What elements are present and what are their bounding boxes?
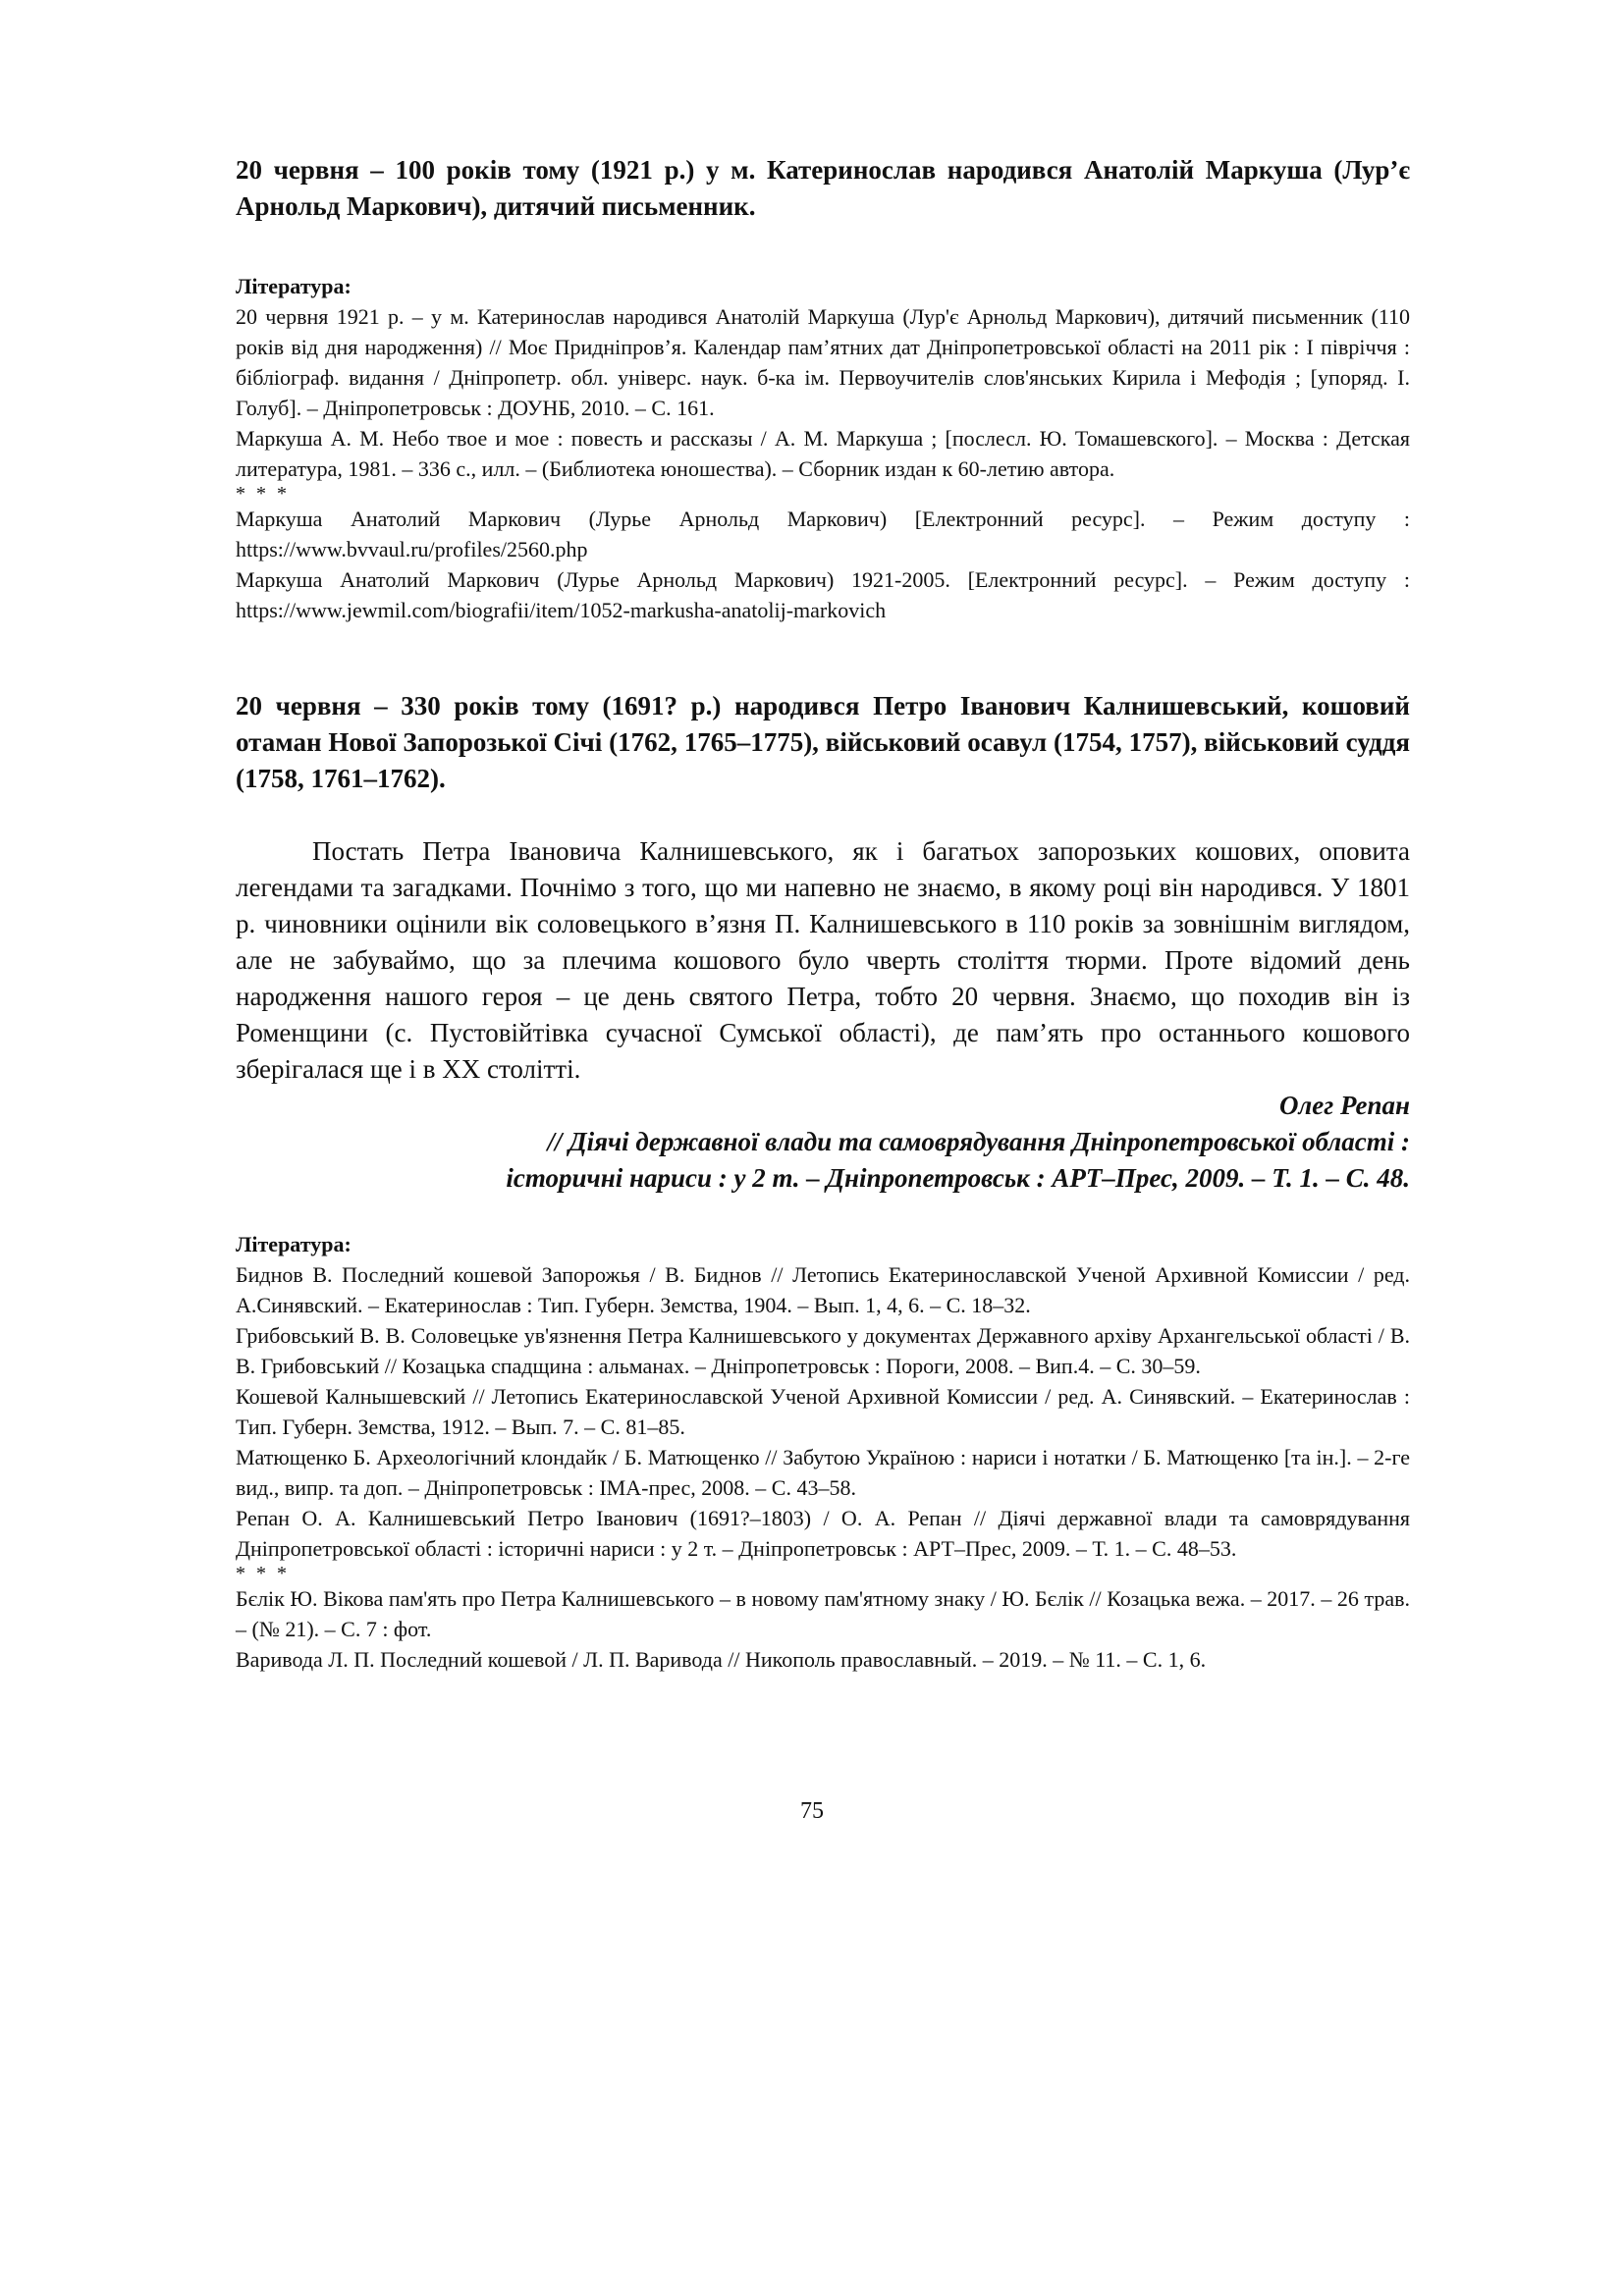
reference-item: 20 червня 1921 р. – у м. Катеринослав народився Анатолій Маркуша (Лур'є Арнольд Маркович), дитячий письменник (110 років від дня народження) // Моє Придніпров’я. Календар пам’ятних дат Дніпропетровської області на 2011 рік : І півріччя : бібліограф. видання / Дніпропетр. обл. універс. наук. б-ка ім. Первоучителів слов'янських Кирила і Мефодія ; [упоряд. І. Голуб]. – Дніпропетровськ : ДОУНБ, 2010. – С. 161. [236,304,1410,420]
reference-item: Маркуша А. М. Небо твое и мое : повесть и рассказы / А. М. Маркуша ; [послесл. Ю. Томашевского]. – Москва : Детская литература, 1981. – 336 с., илл. – (Библиотека юношества). – Сборник издан к 60-летию автора. [236,426,1410,481]
quote-source-line: // Діячі державної влади та самоврядування Дніпропетровської області : [547,1127,1410,1156]
quote-source-line: історичні нариси : у 2 т. – Дніпропетровськ : АРТ–Прес, 2009. – Т. 1. – С. 48. [506,1163,1410,1193]
quote-author: Олег Репан [1278,1091,1410,1120]
separator-stars: * * * [236,1563,290,1584]
page-number: 75 [800,1798,824,1824]
body-paragraph: Постать Петра Івановича Калнишевського, як і багатьох запорозьких кошових, оповита легендами та загадками. Почнімо з того, що ми напевно не знаємо, в якому році він народився. У 1801 р. чиновники оцінили вік соловецького в’язня П. Калнишевського в 110 років за зовнішнім виглядом, але не забуваймо, що за плечима кошового було чверть століття тюрми. Проте відомий день народження нашого героя – це день святого Петра, тобто 20 червня. Знаємо, що походив він із Роменщини (с. Пустовійтівка сучасної Сумської області), де пам’ять про останнього кошового зберігалася ще і в ХХ столітті. [236,836,1410,1084]
reference-item: Репан О. А. Калнишевський Петро Іванович (1691?–1803) / О. А. Репан // Діячі державної влади та самоврядування Дніпропетровської області : історичні нариси : у 2 т. – Дніпропетровськ : АРТ–Прес, 2009. – Т. 1. – С. 48–53. [236,1506,1410,1561]
reference-press-item: Бєлік Ю. Вікова пам'ять про Петра Калнишевського – в новому пам'ятному знаку / Ю. Бєлік // Козацька вежа. – 2017. – 26 трав. – (№ 21). – С. 7 : фот. [236,1586,1410,1641]
reference-item: Биднов В. Последний кошевой Запорожья / В. Биднов // Летопись Екатеринославской Ученой Архивной Комиссии / ред. А.Синявский. – Екатеринослав : Тип. Губерн. Земства, 1904. – Вып. 1, 4, 6. – С. 18–32. [236,1262,1410,1317]
entry-title-kalnyshevsky: 20 червня – 330 років тому (1691? р.) народився Петро Іванович Калнишевський, кошовий отаман Нової Запорозької Січі (1762, 1765–1775), військовий осавул (1754, 1757), військовий суддя (1758, 1761–1762). [236,691,1410,793]
separator-stars: * * * [236,483,290,505]
entry-title-markusha: 20 червня – 100 років тому (1921 р.) у м. Катеринослав народився Анатолій Маркуша (Лур’є Арнольд Маркович), дитячий письменник. [236,155,1410,221]
reference-link-item: Маркуша Анатолий Маркович (Лурье Арнольд Маркович) 1921-2005. [Електронний ресурс]. – Режим доступу : https://www.jewmil.com/biografii/item/1052-markusha-anatolij-markovich [236,567,1410,622]
reference-item: Грибовський В. В. Соловецьке ув'язнення Петра Калнишевського у документах Державного архіву Архангельської області / В. В. Грибовський // Козацька спадщина : альманах. – Дніпропетровськ : Пороги, 2008. – Вип.4. – С. 30–59. [236,1323,1410,1378]
reference-item: Матющенко Б. Археологічний клондайк / Б. Матющенко // Забутою Україною : нариси і нотатки / Б. Матющенко [та ін.]. – 2-ге вид., випр. та доп. – Дніпропетровськ : ІМА-прес, 2008. – С. 43–58. [236,1445,1410,1500]
reference-link-item: Маркуша Анатолий Маркович (Лурье Арнольд Маркович) [Електронний ресурс]. – Режим доступу : https://www.bvvaul.ru/profiles/2560.php [236,507,1410,561]
reference-press-item: Варивода Л. П. Последний кошевой / Л. П. Варивода // Никополь православный. – 2019. – № 11. – С. 1, 6. [236,1647,1207,1672]
page-content [236,152,1410,1675]
literature-label: Література: [236,1232,352,1256]
literature-label: Література: [236,274,352,298]
reference-item: Кошевой Калнышевский // Летопись Екатеринославской Ученой Архивной Комиссии / ред. А. Синявский. – Екатеринослав : Тип. Губерн. Земства, 1912. – Вып. 7. – С. 81–85. [236,1384,1410,1439]
